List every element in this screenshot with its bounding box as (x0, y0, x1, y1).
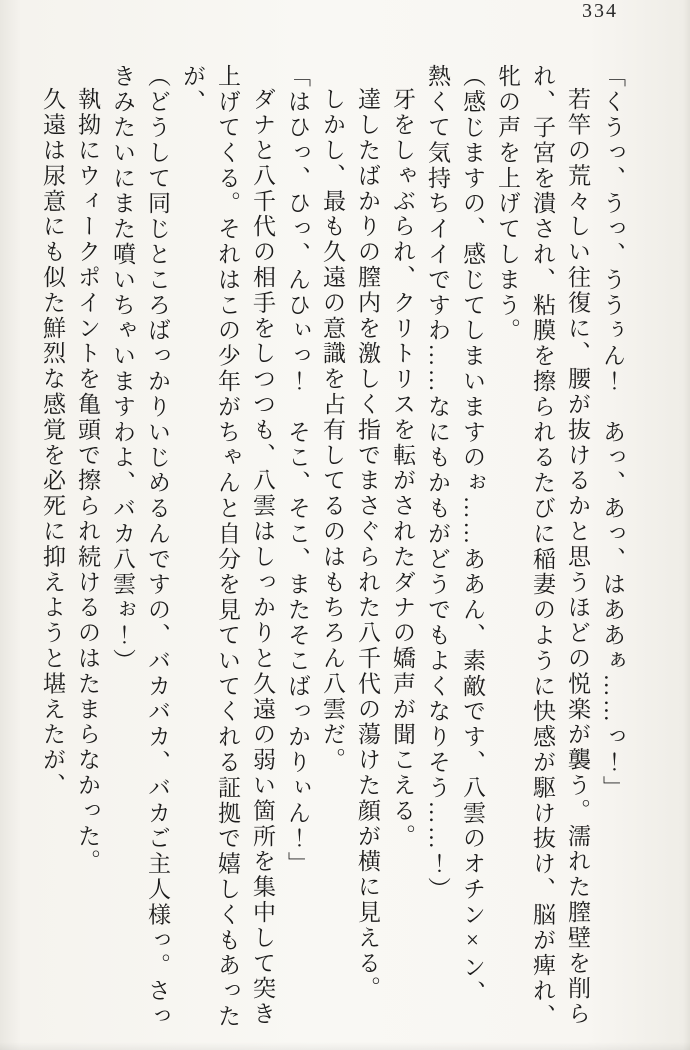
paragraph: 若竿の荒々しい往復に、腰が抜けるかと思うほどの悦楽が襲う。濡れた膣壁を削られ、子宮を潰され、粘膜を擦られるたびに稲妻のように快感が駆け抜け、脳が痺れ、牝の声を上げてしまう。 (495, 64, 590, 1030)
paragraph: 久遠は尿意にも似た鮮烈な感覚を必死に抑えようと堪えたが、 (40, 87, 65, 799)
paragraph: 達したばかりの膣内を激しく指でまさぐられた八千代の蕩けた顔が横に見える。 (355, 87, 380, 1002)
paragraph: （感じますの、感じてしまいますのぉ……ああん、素敵です、八雲のオチン×ン、熱くて気持ちイイですわ……なにもかもがどうでもよくなりそう……！） (425, 64, 485, 1006)
paragraph: 牙をしゃぶられ、クリトリスを転がされたダナの嬌声が聞こえる。 (390, 87, 415, 849)
paragraph: 「くうっ、うっ、ううぅん！ あっ、あっ、はああぁ……っ！」 (600, 64, 625, 801)
body-text (35, 64, 630, 1030)
paragraph: 執拗にウィークポイントを亀頭で擦られ続けるのはたまらなかった。 (75, 87, 100, 875)
paragraph: 「はひっ、ひっ、んひぃっ！ そこ、そこ、またそこばっかりぃん！」 (285, 64, 310, 877)
paragraph: （どうして同じところばっかりいじめるんですの、バカバカ、バカご主人様っ。さっきみたいにまた噴いちゃいますわよ、バカ八雲ぉ！） (110, 64, 170, 1030)
paragraph: しかし、最も久遠の意識を占有してるのはもちろん八雲だ。 (320, 87, 345, 773)
paragraph: ダナと八千代の相手をしつつも、八雲はしっかりと久遠の弱い箇所を集中して突き上げてくる。それはこの少年がちゃんと自分を見ていてくれる証拠で嬉しくもあったが、 (180, 64, 275, 1030)
page-number: 334 (582, 0, 618, 22)
